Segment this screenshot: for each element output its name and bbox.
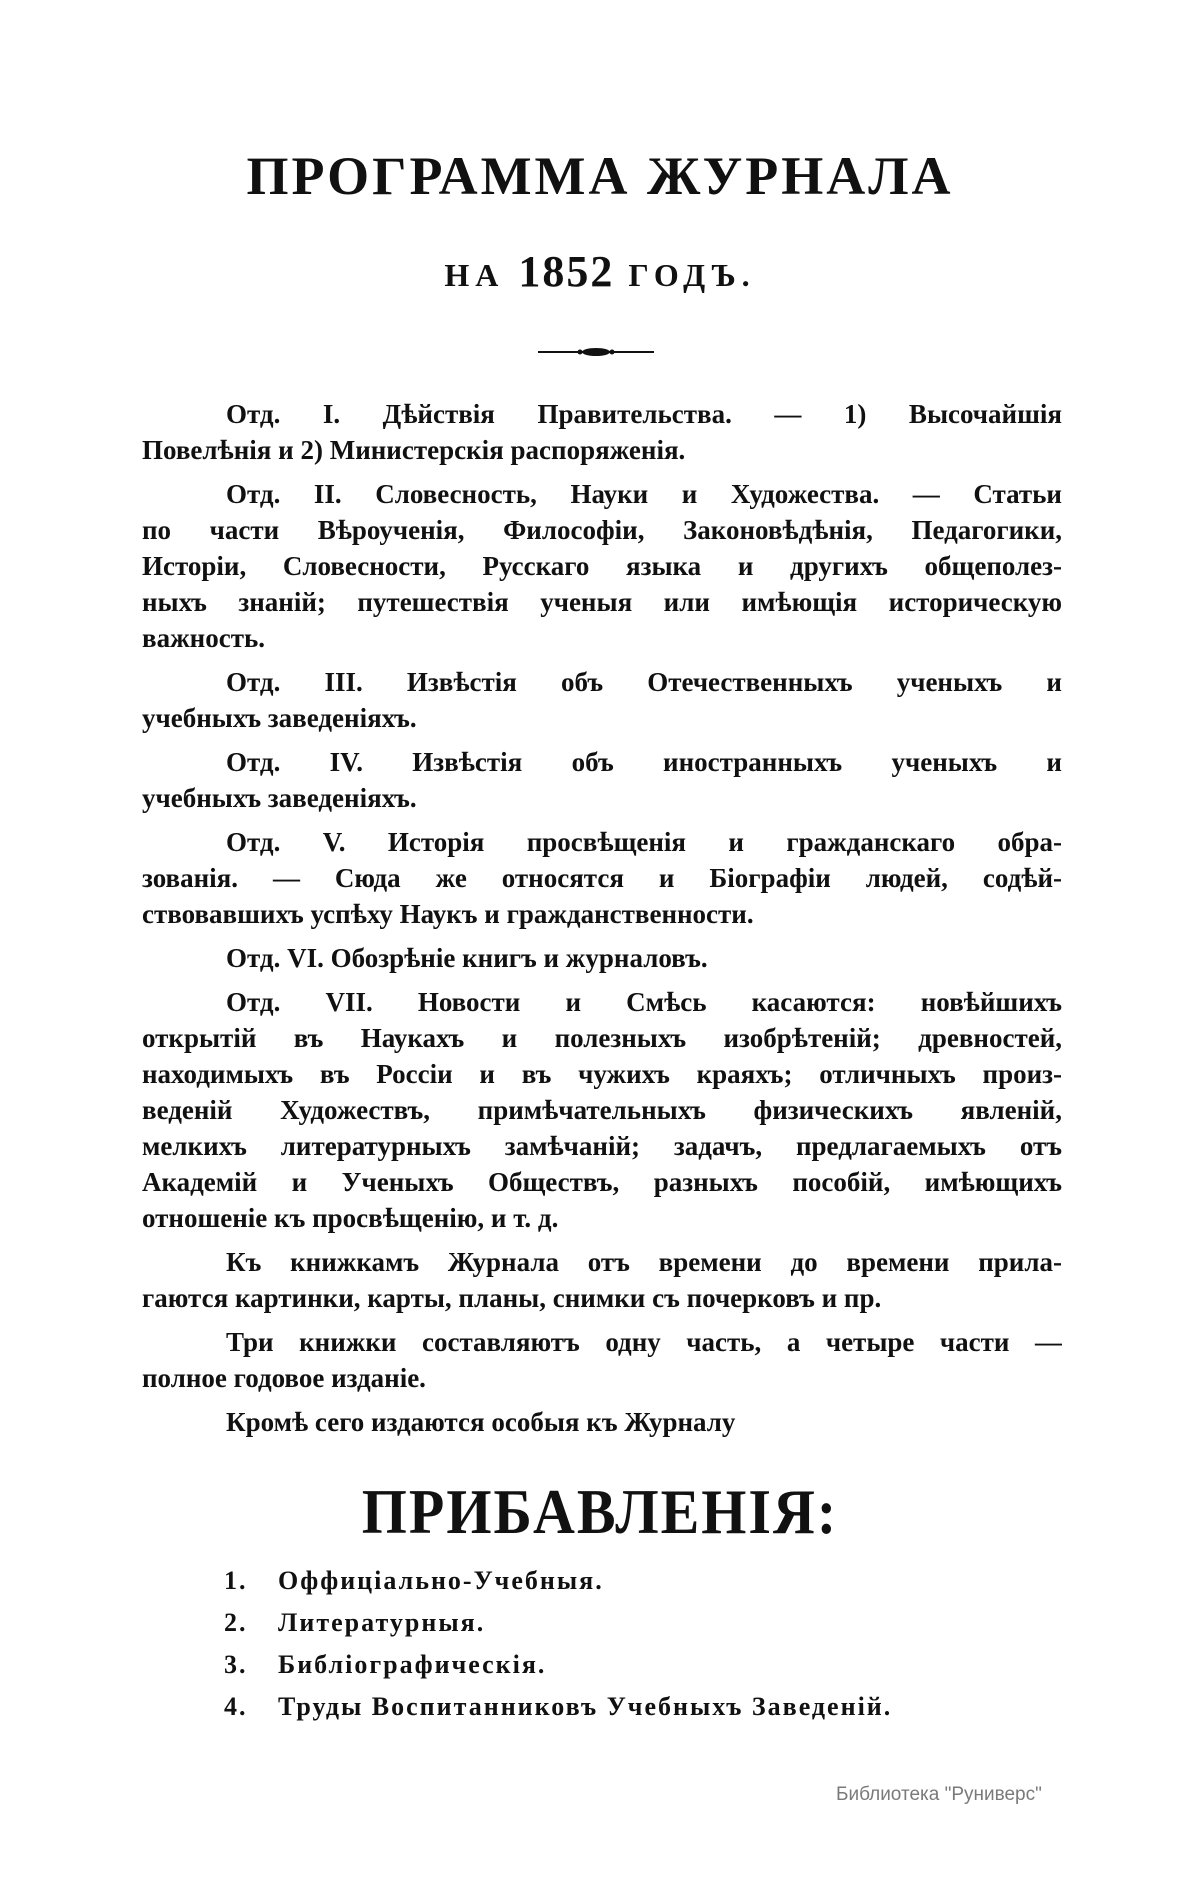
text-line: Отд. I. Дѣйствія Правительства. — 1) Высочайшія xyxy=(226,399,1062,429)
supplement-number: 1. xyxy=(224,1566,248,1595)
text-line: отношеніе къ просвѣщенію, и т. д. xyxy=(142,1203,559,1233)
supplement-item xyxy=(224,1686,892,1728)
text-line: мелкихъ литературныхъ замѣчаній; задачъ, предлагаемыхъ отъ xyxy=(142,1131,1062,1161)
text-line: Повелѣнія и 2) Министерскія распоряженія. xyxy=(142,435,686,465)
subtitle-prefix: НА xyxy=(444,257,505,293)
paragraph xyxy=(142,744,1062,816)
text-line: Три книжки составляютъ одну часть, а четыре части — xyxy=(226,1327,1062,1357)
text-line: зованія. — Сюда же относятся и Біографіи людей, содѣй- xyxy=(142,863,1062,893)
text-line: Исторіи, Словесности, Русскаго языка и другихъ общеполез- xyxy=(142,551,1062,581)
supplement-number: 3. xyxy=(224,1650,248,1679)
paragraph xyxy=(142,984,1062,1236)
paragraph xyxy=(142,396,1062,468)
paragraph xyxy=(142,1244,1062,1316)
text-line: Отд. II. Словесность, Науки и Художества. — Статьи xyxy=(226,479,1062,509)
text-line: Кромѣ сего издаются особыя къ Журналу xyxy=(226,1407,736,1437)
page-title: ПРОГРАММА ЖУРНАЛА xyxy=(246,146,954,206)
text-line: открытій въ Наукахъ и полезныхъ изобрѣтеній; древностей, xyxy=(142,1023,1062,1053)
text-line: Отд. VII. Новости и Смѣсь касаются: новѣйшихъ xyxy=(226,987,1062,1017)
text-line: учебныхъ заведеніяхъ. xyxy=(142,783,417,813)
text-line: находимыхъ въ Россіи и въ чужихъ краяхъ; отличныхъ произ- xyxy=(142,1059,1062,1089)
text-line: ныхъ знаній; путешествія ученыя или имѣющія историческую xyxy=(142,587,1062,617)
supplement-item xyxy=(224,1560,892,1602)
page-subtitle xyxy=(0,248,1200,299)
text-line: Отд. VI. Обозрѣніе книгъ и журналовъ. xyxy=(226,943,708,973)
supplement-label: Труды Воспитанниковъ Учебныхъ Заведеній. xyxy=(278,1692,893,1721)
program-body xyxy=(142,396,1062,1440)
text-line: по части Вѣроученія, Философіи, Законовѣдѣнія, Педагогики, xyxy=(142,515,1062,545)
paragraph xyxy=(142,476,1062,656)
text-line: важность. xyxy=(142,623,265,653)
ornament-divider-icon xyxy=(538,346,654,358)
text-line: полное годовое изданіе. xyxy=(142,1363,426,1393)
library-watermark: Библиотека "Руниверс" xyxy=(836,1784,1042,1805)
text-line: веденій Художествъ, примѣчательныхъ физическихъ явленій, xyxy=(142,1095,1062,1125)
text-line: Къ книжкамъ Журнала отъ времени до времени прила- xyxy=(226,1247,1062,1277)
supplements-list xyxy=(224,1560,892,1728)
paragraph xyxy=(142,1404,1062,1440)
supplement-label: Оффиціально-Учебныя. xyxy=(278,1566,604,1595)
supplement-number: 2. xyxy=(224,1608,248,1637)
text-line: Отд. V. Исторія просвѣщенія и гражданскаго обра- xyxy=(226,827,1062,857)
subtitle-suffix: ГОДЪ. xyxy=(628,257,756,293)
paragraph xyxy=(142,824,1062,932)
supplement-item xyxy=(224,1644,892,1686)
text-line: Академій и Ученыхъ Обществъ, разныхъ пособій, имѣющихъ xyxy=(142,1167,1062,1197)
paragraph xyxy=(142,664,1062,736)
text-line: ствовавшихъ успѣху Наукъ и гражданственности. xyxy=(142,899,754,929)
text-line: Отд. IV. Извѣстія объ иностранныхъ ученыхъ и xyxy=(226,747,1062,777)
paragraph xyxy=(142,940,1062,976)
paragraph xyxy=(142,1324,1062,1396)
supplement-label: Литературныя. xyxy=(278,1608,486,1637)
supplement-label: Библіографическія. xyxy=(278,1650,547,1679)
supplements-title: ПРИБАВЛЕНІЯ: xyxy=(361,1475,839,1548)
supplement-item xyxy=(224,1602,892,1644)
subtitle-year: 1852 xyxy=(518,247,615,296)
supplement-number: 4. xyxy=(224,1692,248,1721)
text-line: учебныхъ заведеніяхъ. xyxy=(142,703,417,733)
text-line: гаются картинки, карты, планы, снимки съ почерковъ и пр. xyxy=(142,1283,882,1313)
text-line: Отд. III. Извѣстія объ Отечественныхъ ученыхъ и xyxy=(226,667,1062,697)
